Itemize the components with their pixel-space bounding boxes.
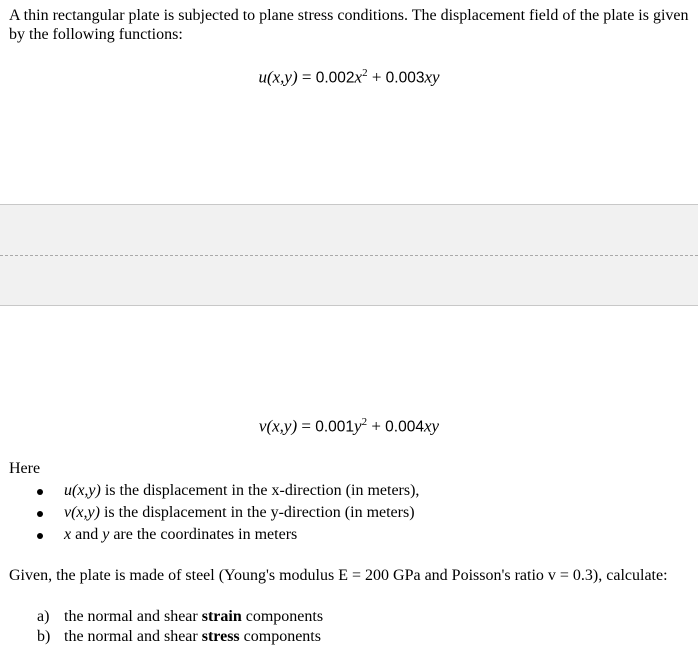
bullet-symbol-x: x xyxy=(64,526,72,543)
task-marker: a) xyxy=(37,608,50,625)
equation-u-exp1: 2 xyxy=(362,67,368,79)
task-pre: the normal and shear xyxy=(64,608,202,625)
page-break-region xyxy=(0,204,698,306)
equation-u-equals: = xyxy=(297,67,316,87)
bullet-text: is the displacement in the y-direction (in meters) xyxy=(99,504,415,521)
bullet-text: is the displacement in the x-direction (in meters), xyxy=(100,482,420,499)
page-break-divider xyxy=(0,255,698,256)
bullet-symbol: u(x,y) xyxy=(64,482,101,499)
equation-v-lhs: v(x,y) xyxy=(258,416,298,436)
bullet-and: and xyxy=(71,526,103,543)
task-marker: b) xyxy=(37,628,51,645)
list-item xyxy=(0,524,419,546)
task-post: components xyxy=(239,628,321,645)
list-item xyxy=(0,480,419,502)
task-bold: stress xyxy=(201,628,240,645)
bullet-symbol-y: y xyxy=(102,526,110,543)
equation-u xyxy=(0,67,698,88)
variable-definitions-list xyxy=(0,480,419,546)
here-label: Here xyxy=(9,460,41,477)
equation-u-var1: x xyxy=(354,67,363,87)
problem-intro: A thin rectangular plate is subjected to plane stress conditions. The displacement field of the plate is given by the following functions: xyxy=(9,7,689,43)
equation-u-plus: + xyxy=(367,67,386,87)
equation-u-lhs: u(x,y) xyxy=(258,67,298,87)
equation-u-coef1: 0.002 xyxy=(315,69,355,87)
equation-v-exp1: 2 xyxy=(361,416,368,428)
task-item xyxy=(0,607,323,627)
bullet-icon xyxy=(37,489,43,495)
tasks-list xyxy=(0,607,323,647)
bullet-icon xyxy=(37,511,43,517)
equation-u-var2: xy xyxy=(424,67,440,87)
bullet-symbol: v(x,y) xyxy=(64,504,100,521)
equation-v-plus: + xyxy=(367,416,386,436)
equation-v-coef1: 0.001 xyxy=(315,418,355,436)
task-bold: strain xyxy=(201,608,242,625)
task-pre: the normal and shear xyxy=(64,628,202,645)
task-post: components xyxy=(241,608,324,625)
equation-v-var1: y xyxy=(354,416,362,436)
bullet-text: are the coordinates in meters xyxy=(109,526,298,543)
bullet-icon xyxy=(37,533,43,539)
task-item xyxy=(0,627,323,647)
equation-u-coef2: 0.003 xyxy=(385,69,425,87)
equation-v xyxy=(0,416,698,437)
list-item xyxy=(0,502,419,524)
given-statement: Given, the plate is made of steel (Young's modulus E = 200 GPa and Poisson's ratio v = 0.3), calculate: xyxy=(9,567,668,584)
equation-v-var2: xy xyxy=(423,416,440,436)
equation-v-coef2: 0.004 xyxy=(385,418,424,436)
equation-v-equals: = xyxy=(297,416,316,436)
